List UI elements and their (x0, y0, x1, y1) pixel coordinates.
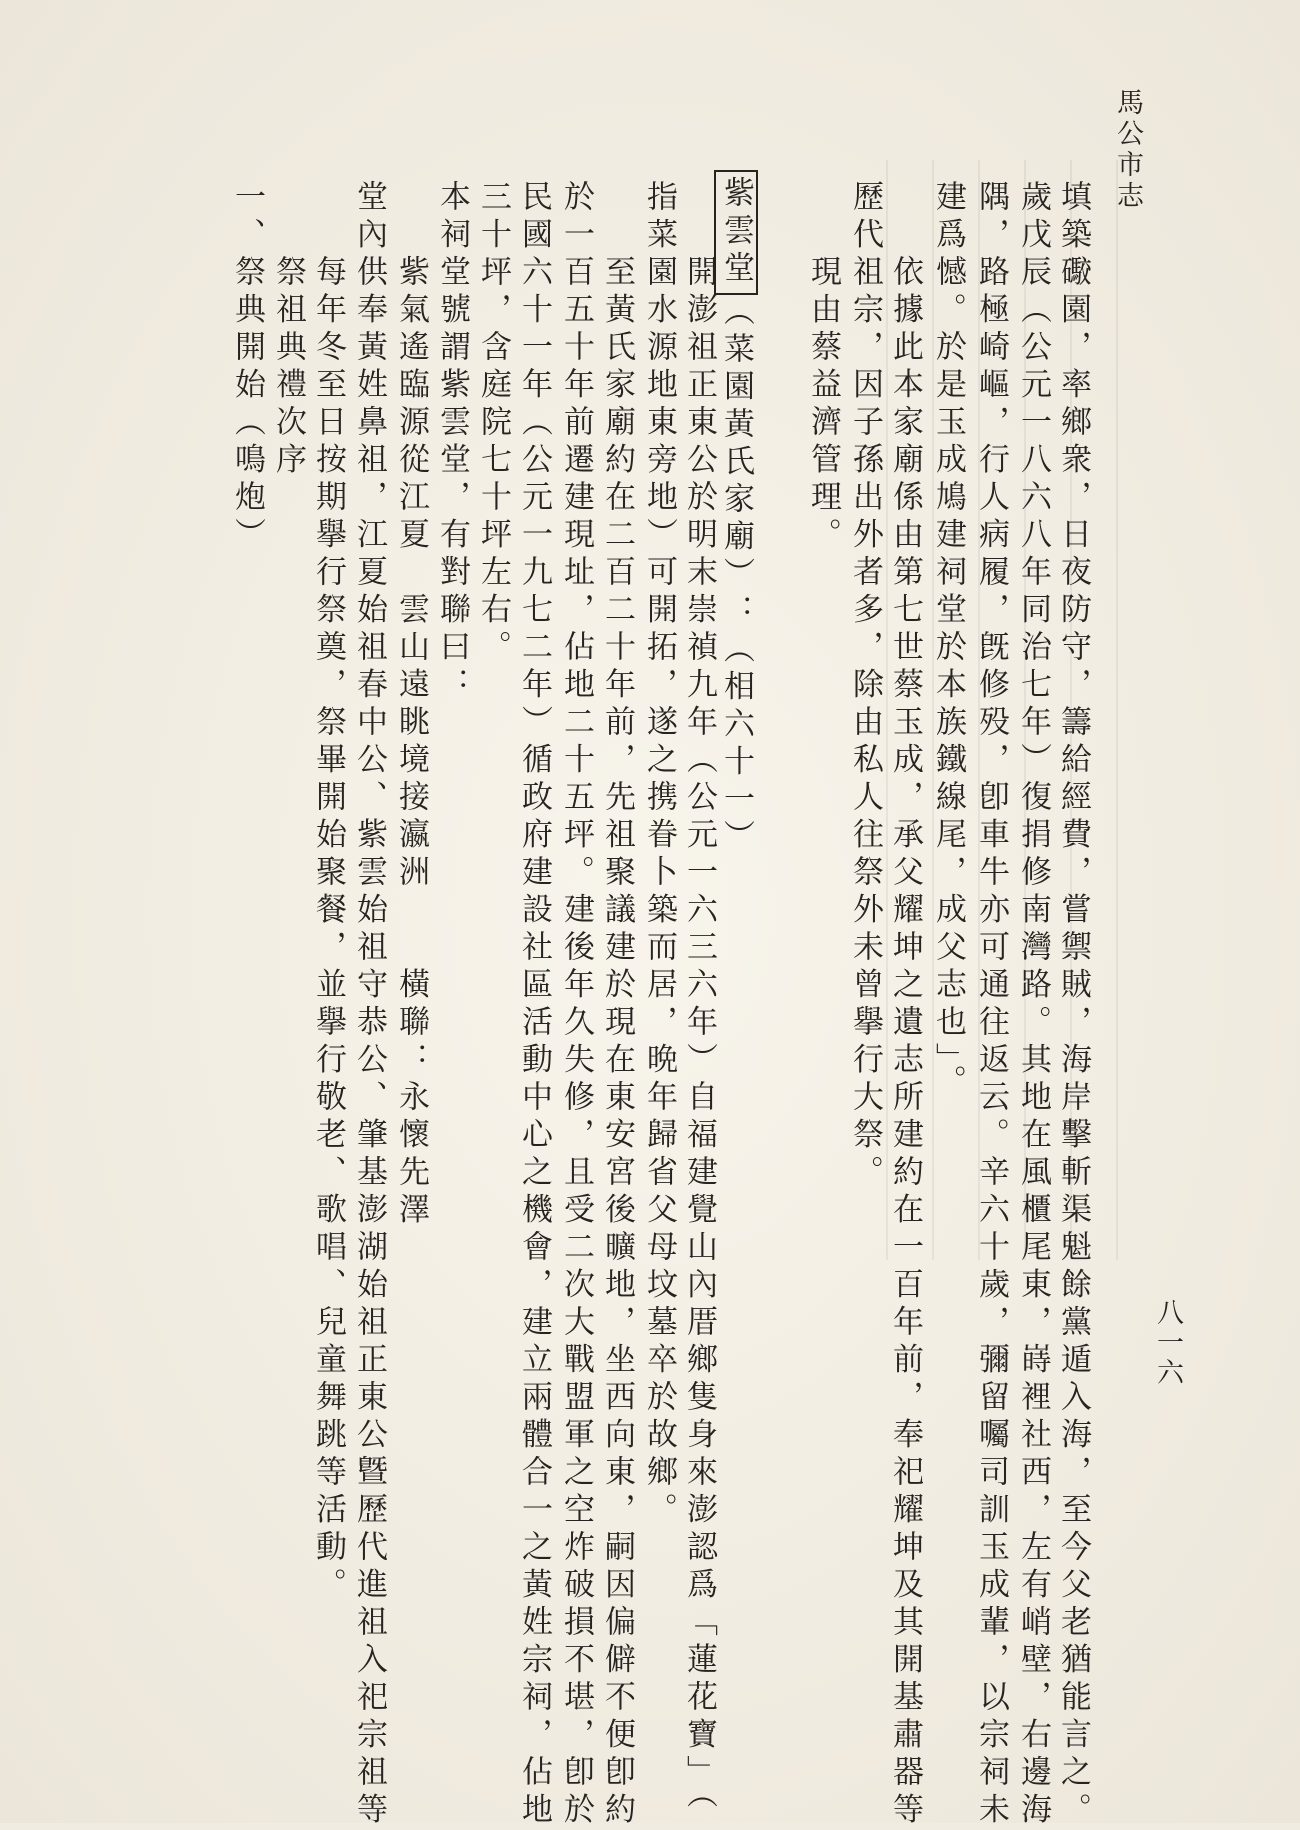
text-column-15: 本祠堂號謂紫雲堂，有對聯曰： (434, 180, 470, 705)
section-heading-boxed-title: 紫雲堂 (714, 170, 758, 295)
text-column-12: 於一百五十年前遷建現址，佔地二十五坪。建後年久失修，且受二次大戰盟軍之空炸破損不堪，卽於 (558, 180, 594, 1830)
section-heading-rest: （菜園黃氏家廟）：（相六十一） (718, 294, 754, 857)
text-column-7: 現由蔡益濟管理。 (805, 255, 841, 555)
text-column-17: 堂內供奉黃姓鼻祖，江夏始祖春中公、紫雲始祖守恭公、肇基澎湖始祖正東公曁歷代進祖入祀宗祖等 (351, 180, 387, 1830)
text-column-5: 依據此本家廟係由第七世蔡玉成，承父耀坤之遺志所建約在一百年前，奉祀耀坤及其開基肅器等 (887, 255, 923, 1830)
text-column-14: 三十坪，含庭院七十坪左右。 (475, 180, 511, 668)
text-column-4: 建爲憾。於是玉成鳩建祠堂於本族鐵線尾，成父志也」。 (930, 180, 966, 1102)
text-column-6: 歷代祖宗，因子孫出外者多，除由私人往祭外未曾擧行大祭。 (847, 180, 883, 1193)
page-number: 八一六 (1152, 1298, 1183, 1388)
text-column-10: 指菜園水源地東旁地）可開拓，遂之携眷卜築而居，晩年歸省父母坟墓卒於故鄉。 (641, 180, 677, 1530)
text-column-2: 歲戊辰（公元一八六八年同治七年）復捐修南灣路。其地在風櫃尾東，嵵裡社西，左有峭壁，右邊海 (1015, 180, 1051, 1830)
text-column-13: 民國六十一年（公元一九七二年）循政府建設社區活動中心之機會，建立兩體合一之黃姓宗祠，佔地 (516, 180, 552, 1830)
text-column-3: 隅，路極崎嶇，行人病履，旣修殁，卽車牛亦可通往返云。辛六十歲，彌留囑司訓玉成輩，以宗祠未 (973, 180, 1009, 1830)
list-item-1: 一、祭典開始（鳴炮） (229, 180, 265, 555)
text-column-9: 開澎祖正東公於明末崇禎九年（公元一六三六年）自福建覺山內厝鄉隻身來澎認爲「蓮花寶」（ (681, 255, 717, 1815)
text-column-1: 填築礮園，率鄉衆，日夜防守，籌給經費，嘗禦賊，海岸擊斬渠魁餘黨遁入海，至今父老猶能言之。 (1055, 180, 1091, 1830)
subheading-ceremony-order: 祭祖典禮次序 (270, 255, 306, 480)
section-heading (718, 170, 754, 857)
text-column-11: 至黃氏家廟約在二百二十年前，先祖聚議建於現在東安宮後曠地，坐西向東，嗣因偏僻不便卽約 (599, 255, 635, 1830)
running-title: 馬公市志 (1112, 88, 1143, 212)
text-column-18: 每年冬至日按期擧行祭奠，祭畢開始聚餐，並擧行敬老、歌唱、兒童舞跳等活動。 (310, 255, 346, 1605)
couplet-column: 紫氣遙臨源從江夏 雲山遠眺境接瀛洲 橫聯：永懷先澤 (393, 255, 429, 1230)
